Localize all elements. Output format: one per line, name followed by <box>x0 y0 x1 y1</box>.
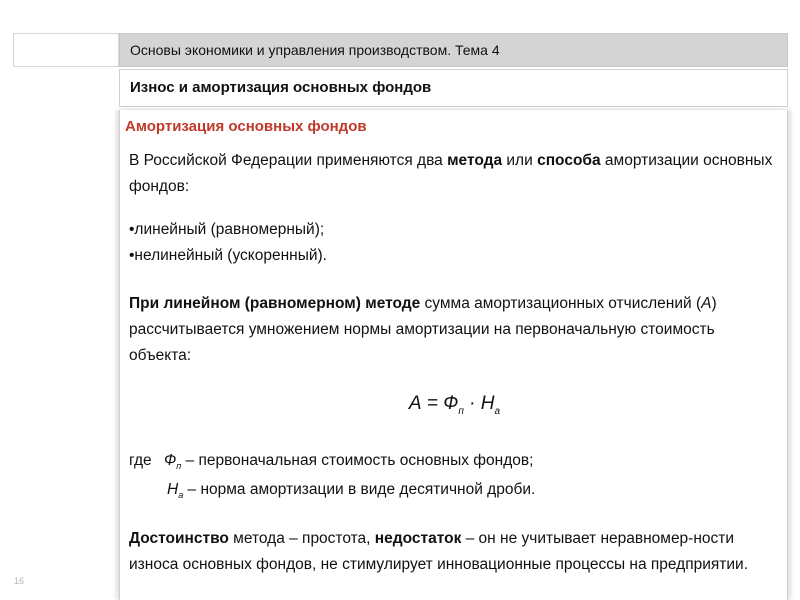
course-header <box>119 33 788 67</box>
formula: $А = Ф_п \cdot Н_а$ <box>408 393 501 417</box>
keyword-way: способа <box>537 152 601 169</box>
variable-a: А <box>701 295 712 312</box>
list-item: •линейный (равномерный); <box>129 221 325 238</box>
list-item: •нелинейный (ускоренный). <box>129 247 327 264</box>
linear-method-paragraph: При линейном (равномерном) методе сумма амортизационных отчислений (А) рассчитывается умножением нормы амортизации на первоначальную стоимость объекта: <box>129 295 717 364</box>
slide-number: 16 <box>14 576 25 586</box>
keyword-method: метода <box>447 152 503 169</box>
linear-method-bold: При линейном (равномерном) методе <box>129 295 421 312</box>
conclusion-paragraph: Достоинство метода – простота, недостаток – он не учитывает неравномер-ности износа основных фондов, не стимулирует инновационные процессы на предприятии. <box>129 530 749 573</box>
header-left-cell <box>13 33 119 67</box>
where-label: где <box>129 452 152 469</box>
advantage-bold: Достоинство <box>129 530 229 547</box>
intro-paragraph: В Российской Федерации применяются два метода или способа амортизации основных фондов: <box>129 152 773 195</box>
topic-title-bar <box>119 69 788 107</box>
drawback-bold: недостаток <box>374 530 462 547</box>
slide-content <box>119 110 788 600</box>
definition-f: где $Ф_п$ – первоначальная стоимость основных фондов; <box>129 452 534 472</box>
definition-h: $Н_а$ – норма амортизации в виде десятичной дроби. <box>167 481 536 501</box>
topic-title: Износ и амортизация основных фондов <box>130 79 432 96</box>
course-title: Основы экономики и управления производством. Тема 4 <box>130 42 500 58</box>
method-list <box>129 217 779 269</box>
section-title: Амортизация основных фондов <box>125 118 367 135</box>
